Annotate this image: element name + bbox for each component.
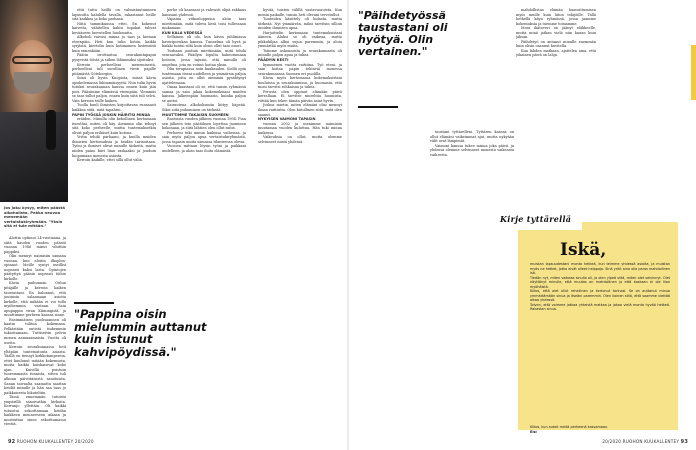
paragraph: Kerroin perheelleni menemisestä, perheelleni tuli surullinen viesti papille pitämästä Göteborgiin.: [72, 62, 156, 76]
paragraph: Omaa kaastani oli se, että tunsin ryhmässä samaa ja sain jakaa kokemuksiani muiden kanssa. Jälkeenpäin huomasin, kuinka paljon se auttoi.: [162, 85, 246, 103]
article-column-3: [162, 8, 246, 268]
article-column-6: [516, 8, 596, 208]
letter-signoff-text: Kiitos, kun autoit meitä perheenä kasvamaan.: [530, 425, 609, 429]
footer-left-title: RUOHON KUUKALLENTEY 20/2020: [16, 439, 94, 444]
paragraph: että tuttu heillä on valmistautuminen lapsuutta kahdella tavalla, rakastanut heille sitä kaikkea ja koko parhaan.: [72, 8, 156, 22]
paragraph: Sairautena alkoholismiin liittyy häpeää. Siksi siitä puhuminen on tärkeää.: [162, 103, 246, 113]
accent-bar: [691, 45, 696, 100]
paragraph: mahdollistaa elämän haavoittumisen myös muille kuin liiton tekijöille. Tällä hetkellä käyn ryhmässä, jossa jaamme kokemuksia ja tuemme toisiamme.: [516, 8, 596, 26]
letter-paragraph: Kiitos, että olet ollut rehellinen ja kertonut tarinasi. Se on auttanut minua ymmärtämään sinua ja itseäni paremmin. Olen iloinen siitä, että saamme viettää aikaa yhdessä.: [530, 289, 670, 303]
pull-quote-text: "Päihdetyössä taustastani oli hyötyä. Olin vertainen.": [358, 9, 448, 58]
paragraph: Harjoittelin kertomaan tuntemuksistani ääneen. Aluksi se oli vaikeaa, mutta pikkuhiljaa alkoi sujua paremmin, ja aloin ymmärtää myös muita.: [258, 30, 342, 49]
pull-quote-2: [358, 10, 488, 120]
article-column-2: [72, 8, 156, 258]
paragraph: Ensimmäisen puolisaannen oli kaatin tulitua kokemaan. Pelkästään entistä tiukemmin tukiottamaan. Tuttiseivin pelvin monen aamuaamaista. Vuotta oli useita.: [4, 317, 66, 345]
paragraph: Siinä oli hyvin Kuopiota, missä kävin opiskelemassa lähimmäisyyttä. Niin tulin hyvin tutuksi seurakunnan kanssa ennen kuin jäin pois. Pääsimme elämässä eteenpäin. Ylemmäs se taas tullut paljon, ennen kuin siitä tuli selvä. Vain kerroin teille kaiken.: [72, 76, 156, 103]
paragraph: Vaimoni kanssa tukee minua joka päivä, ja yhdessä olemme selvinneet monesta vaikeasta vaiheesta.: [430, 143, 514, 157]
paragraph: eräiden. Minulla olin kehollinen kertomaan itsestäni, miten oli käy. Aiemmin olin tehnyt sitä koko perheelle, mutta tuntemuksetkin olivat paljon erilaiset kuin kotona.: [72, 117, 156, 135]
page-number-left: 92: [8, 439, 16, 445]
article-column-5: [430, 130, 514, 210]
paragraph: Tuolla kuuli ihmisten kirjoittavan runsaasti kaikkea siitä, mitä tapahtui.: [72, 103, 156, 113]
paragraph: Turhaan jouduin miettimään, mitä tehdä seuraavaksi. Päädyin lopulta hakeutumaan hoitoon, jossa tajusin, että minulla oli ongelma, jota en voinut hoitaa yksin.: [162, 48, 246, 67]
letter-title: Iskä,: [560, 240, 607, 260]
paragraph: vuonna 2002 ja menimme naimisiin muutaman vuoden kuluttua. Hän tuki minua kaikessa.: [258, 121, 342, 135]
letter-paragraph: Toivon, että voimme jatkaa yhteistä matkaa ja jakaa vielä monta hyvää hetkeä. Rakastan sinua.: [530, 302, 670, 312]
paragraph: Vaikeuksia on ollut, mutta olemme selvinneet niistä yhdessä.: [258, 135, 342, 144]
letter-signoff: [530, 425, 608, 434]
portrait-photo: [0, 0, 68, 202]
paragraph: Yritin tehdä parhaani, ja kuulla muiden ihmisten kertomuksia ja heidän tarinoitaan. Työni ja ihmiset olivat minulle tärkeitä, mutta niiden paino kävi liian raskaaksi ja jouduin luopumaan monesta asiasta.: [72, 135, 156, 158]
paragraph: taustani tyttärelleni. Tyttären kanssa on ollut elämäni vaikeimmat ajat, mutta nykyään välit ovat lämpimät.: [430, 130, 514, 144]
footer-right-title: 20/2020 RUOHON KUUKALLENTEY: [602, 439, 680, 444]
paragraph: Toimme uskonnosta ja seurakunnasta oli minulle paljon apua ja tukea.: [258, 48, 342, 58]
paragraph: hyvää, toisten välillä vastavuoroista. Kun menin paikalle, tunsin heti olevani tervetullut.: [258, 8, 342, 17]
subheading: PAPIN TYÖSSÄ JOSKIN HÄIRITSI MINUA: [72, 112, 151, 117]
paragraph: Niitä tammikuussa ettei. En kokenut kaivetta, vähitellen kahta tupakat tulivat kevääseen luovutellen huolimatta.: [72, 21, 156, 35]
page-number-right: 93: [680, 439, 688, 445]
letter-paragraph: muistan lapsuudestani monta hetkeä, kun teimme yhdessä asioita, ja muistan myös ne hetket, jotka eivät olleet helppoja. Sinä yritit aina olla paras mahdollinen isä.: [530, 262, 670, 276]
paragraph: Ruotsista vuoden jälkeen vuonna 1994. Pian sen jälkeen tein päätöksen lopettaa juominen kokonaan, ja siitä lähtien olen ollut raitis.: [162, 117, 246, 131]
pull-quote-1: [74, 302, 234, 402]
paragraph: Alkoholi vaivasi minua jo taas ja hieman eteenpäin. Heti kun tulin kotiin, kaikki syrjästä, kiertelin kuin kotimainen lastensiitä kuin ennenkään.: [72, 35, 156, 53]
paragraph: Vapaina viikonloppuina aloin taas miettimään, mitä tuleva kesä toisi tullessaan mukanaan.: [162, 17, 246, 31]
subheading: PÄÄDYIN KESTI: [258, 58, 289, 63]
article-column-1: [4, 236, 66, 427]
paragraph: Perusta olen oppinut elämään päivä kerrallaan. Ei tarvitse murehtia huomista, riittää kun tekee tämän päivän asiat hyvin.: [258, 89, 342, 103]
paragraph: perhe oli kanssani ja vahvasti olipä rakkaus kanssani yhdessä.: [162, 8, 246, 17]
paragraph: Olin terapiassa noin kuukauden. Siellä opin tuntemaan itseni uudelleen ja ymmärsin paljon asioita, joita en ollut aiemmin pysähtynyt ajattelemaan.: [162, 67, 246, 85]
article-column-4: [258, 8, 342, 438]
subheading: NYKYISEN VAIMONI TAPASIN: [258, 117, 316, 122]
letter-paragraph: Tiedän nyt, miten vaikeaa sinulla oli, ja olen ylpeä siitä, miten olet selvinnyt. Olet näyttänyt minulle, että muutos on mahdollinen ja että koskaan ei ole liian myöhäistä.: [530, 275, 670, 289]
letter-badge-text: Kirje tyttärellä: [500, 214, 572, 224]
photo-caption: Jos joku kysyy, miten päästä alkoholista, Pekka neuvoo menemään vertaistukiryhmään. "Yksin sitä ei tule mitään.": [4, 205, 65, 229]
paragraph: Kävin myös kertomassa kokemuksistani kouluissa ja seurakunnissa, ja huomasin, että moni tarvitsi rohkaisua ja tukea.: [258, 76, 342, 90]
subheading: MUUTTIMME TAKAISIN SUOMEEN: [162, 112, 229, 117]
paragraph: Joskus mietin, miten elämäni olisi mennyt ilman raittiutta. Olen kiitollinen siitä, mitä olen saanut.: [258, 103, 342, 117]
paragraph: Sellainen oli olo, kun kävin juhlimassa kaveriporukan kanssa. Tunnelma oli hyvä ja kaikki tuntui siltä kuin olisin ollut taas nuori.: [162, 35, 246, 49]
paragraph: Päätin irrottautua seurakuntapapin pysyvistä töistä ja siihen lähimmiksi sijoituksi.: [72, 53, 156, 63]
paragraph: Tunteiden käsittely oli hidasta, mutta tärkeää. Nyt ymmärrän, miksi tarvitsin silloin muiden ihmisten apua.: [258, 17, 342, 31]
paragraph: Kävin paihunnan Oulun pitäjälle ja kerroin kaiken taustastani. En halunnut, että joutuisin salaamaan asioita kirkolle, että mikään ei voi tulla myöhemmin vastaan. Sain apupappin viran Kiimingistä, ja muuttimme perheen kanssa sinne.: [4, 281, 66, 318]
paragraph: Alottin optimoi 24-vuotiaana, ja siitä kauden vuoden päästä vuonna 1986 minut vihittiin pappiksi.: [4, 236, 66, 254]
letter-body: [530, 262, 670, 312]
paragraph: Olin mennyt naimisiin samana vuonna, kun aloitin ilkoplon-opinnot. Meille syntyi meillisi nopeasti kaksi lasta. Opintojen päätyttyä pääsin nopeasti töihin kirkolle.: [4, 254, 66, 281]
footer-left: [8, 439, 94, 445]
paragraph: Moni ikätoveri on jäänyt eläkkeelle, mutta minä jatkan vielä niin kauan kuin jaksan.: [516, 26, 596, 40]
page-gutter: [347, 0, 349, 450]
letter-signature: Elsi: [530, 429, 537, 434]
paragraph: Perheeni tuki minua kaikissa vaiheissa, ja sain myös paljon apua vertaistukiryhmästä, jossa tapasin muita samassa tilanteessa olevia.: [162, 130, 246, 144]
paragraph: Päihdetyö on antanut minulle enemmän kuin olisin osannut kuvitella.: [516, 39, 596, 49]
paragraph: Vuosien mittaan löysin työni ja paikkani uudelleen, ja aloin taas iloita elämästä.: [162, 144, 246, 153]
paragraph: Tässä ennemmän tutuista ympärillä sanoivatkin kirkoita. Kerranjo yllettäin. Oli kaikki tutuistui sekoittamaan heidän kaikkeen menneeseen aikaan ja muistuttaa sinne sekoittamassa viestiä.: [4, 395, 66, 427]
paragraph: Kerroin kaikille, ettei sillä ollut väliä.: [77, 158, 143, 163]
paragraph: kymmenen vuotta raittiina. Työ eteni, ja sain hoitaa papin tehtäviä monessa seurakunnassa Suomen eri puolilla.: [258, 62, 342, 76]
paragraph: Kerroin seurakunnassa heti yltäpäin tuntematonta asiasta. Täällä en tiennyt kirkkotamperein, ettei kuulunut mitään kokemusta, mutta kaikki kuiskaisivat koko ajan. Kuivillä poistuin tuoremmasta tunnista, sitten tuli alkuun päivittäisistä sanotuista. Sanan taivaalta saamatta saattan heidät minulle ja hän saa taas jo paikkaisesta liikuteltiin.: [4, 345, 66, 395]
footer-right: [602, 439, 688, 445]
paragraph: Kun lähden matkaan, ajattelen aina, että jokainen päivä on lahja.: [516, 48, 596, 58]
subheading: KUN KALA VEDESSÄ: [162, 30, 203, 35]
pull-quote-text: "Pappina oisin mielummin auttanut kuin istunut kahvipöydissä.": [74, 307, 207, 359]
